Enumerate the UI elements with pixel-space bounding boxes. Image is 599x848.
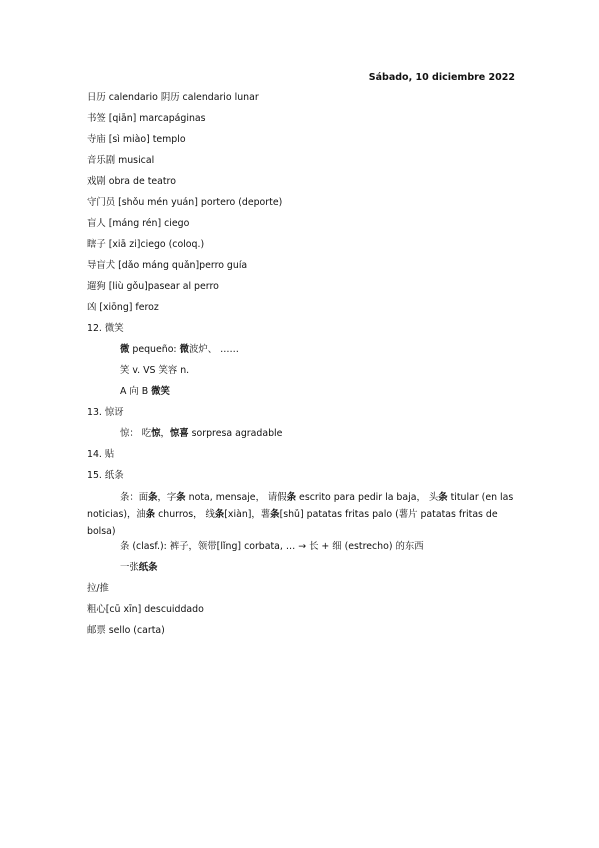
section-15-line-2: 条 (clasf.): 裤子，领带[lǐng] corbata, … → 长 + 细 (estrecho) 的东西 [120, 541, 424, 552]
section-14-title: 14. 贴 [87, 449, 115, 460]
vocab-line: 守门员 [shǒu mén yuán] portero (deporte) [87, 197, 283, 208]
vocab-line: 凶 [xiōng] feroz [87, 302, 159, 313]
tail-line: 邮票 sello (carta) [87, 625, 165, 636]
section-12-line-2: 笑 v. VS 笑容 n. [120, 365, 190, 376]
vocab-line: 导盲犬 [dǎo máng quǎn]perro guía [87, 260, 248, 271]
section-12-line-1: 微 pequeño: 微波炉、 …… [120, 344, 239, 355]
section-15-title: 15. 纸条 [87, 470, 124, 481]
vocab-line: 日历 calendario 阴历 calendario lunar [87, 92, 259, 103]
section-12-line-3: A 向 B 微笑 [120, 386, 170, 397]
tail-line: 粗心[cū xīn] descuiddado [87, 604, 204, 615]
section-12-title: 12. 微笑 [87, 323, 124, 334]
vocab-line: 戏剧 obra de teatro [87, 176, 176, 187]
vocab-line: 瞎子 [xiā zi]ciego (coloq.) [87, 239, 205, 250]
vocab-line: 书签 [qiān] marcapáginas [87, 113, 206, 124]
section-13-title: 13. 惊讶 [87, 407, 124, 418]
section-13-line-1: 惊： 吃惊，惊喜 sorpresa agradable [120, 428, 283, 439]
vocab-line: 寺庙 [sì miào] templo [87, 134, 186, 145]
tail-line: 拉/推 [87, 583, 109, 594]
vocab-line: 音乐剧 musical [87, 155, 155, 166]
vocab-line: 盲人 [máng rén] ciego [87, 218, 190, 229]
section-15-paragraph: 条：面条，字条 nota, mensaje， 请假条 escrito para pedir la baja， 头条 titular (en las noticias)，油条 churros， 线条[xiàn]，薯条[shǔ] patatas fritas palo (薯片 patatas fritas de bolsa) [87, 492, 514, 537]
section-15-line-3: 一张纸条 [120, 562, 158, 573]
date-heading: Sábado, 10 diciembre 2022 [368, 72, 515, 83]
vocab-line: 遛狗 [liù gǒu]pasear al perro [87, 281, 219, 292]
